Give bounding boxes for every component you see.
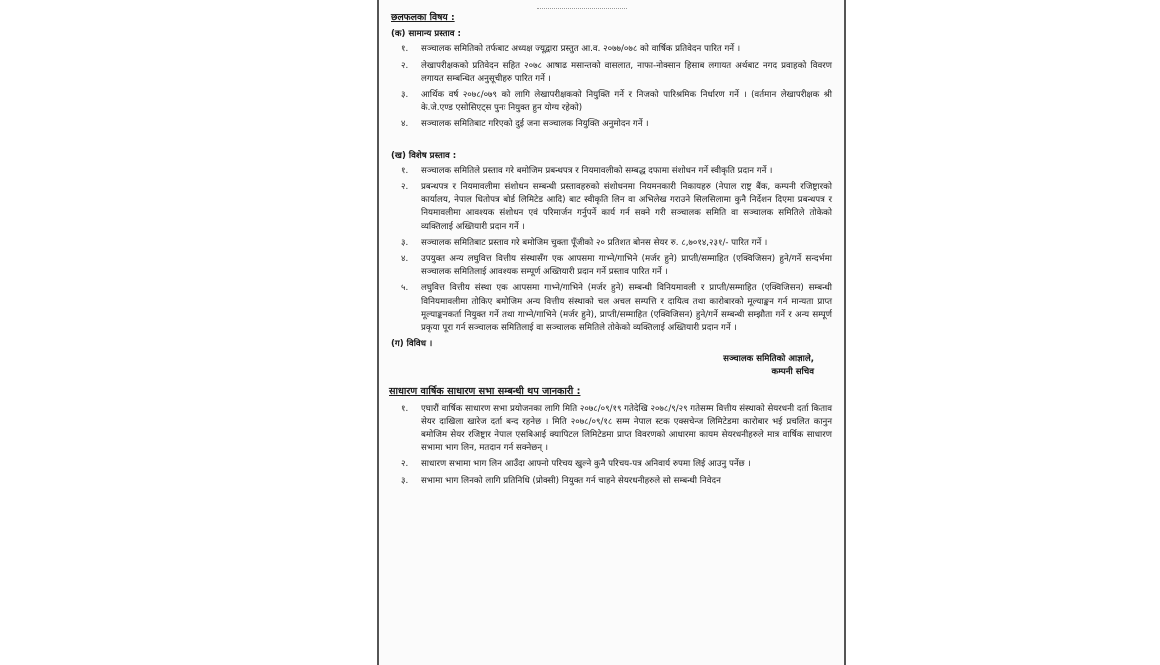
item-number: ५. xyxy=(401,283,409,294)
item-number: १. xyxy=(401,403,409,414)
scanned-page xyxy=(377,0,846,665)
item-text: सञ्चालक समितिबाट प्रस्ताव गरे बमोजिम चुक्ता पूँजीको २० प्रतिशत बोनस सेयर रु. ८,७०१४,२३१/- पारित गर्ने । xyxy=(421,237,768,248)
list-item xyxy=(401,282,832,335)
item-text: प्रबन्धपत्र र नियमावलीमा संशोधन सम्बन्धी प्रस्तावहरुको संशोधनमा नियमनकारी निकायहरु (नेपाल राष्ट्र बैंक, कम्पनी रजिष्ट्रारको कार्यालय, नेपाल धितोपत्र बोर्ड लिमिटेड आदि) बाट स्वीकृति लिन वा अभिलेख गराउने सिलसिलामा कुनै निर्देशन दिएमा प्रबन्धपत्र र नियमावलीमा आवश्यक संशोधन एवं परिमार्जन गर्नुपर्ने कार्य गर्न सक्ने गरी सञ्चालक समिति वा सञ्चालक समितिले तोकेको व्यक्तिलाई अख्तियारी प्रदान गर्ने । xyxy=(421,182,832,232)
additional-info-heading: साधारण वार्षिक साधारण सभा सम्बन्धी थप जानकारी : xyxy=(389,386,581,398)
item-text: लघुवित्त वित्तीय संस्था एक आपसमा गाभ्ने/गाभिने (मर्जर हुने) सम्बन्धी विनियमावली र प्राप्ती/सम्माहित (एक्विजिसन) सम्बन्धी विनियमावलीमा तोकिए बमोजिम अन्य वित्तीय संस्थाको चल अचल सम्पत्ति र दायित्व तथा कारोबारको मूल्याङ्कन गर्न मान्यता प्राप्त मूल्याङ्कनकर्ता नियुक्त गर्ने तथा गाभ्ने/गाभिने (मर्जर हुने), प्राप्ती/सम्माहित (एक्विजिसन) हुने/गर्ने सम्बन्धी सम्झौता गर्ने र अन्य सम्पूर्ण प्रकृया पूरा गर्न सञ्चालक समितिलाई वा सञ्चालक समितिले तोकेको व्यक्तिलाई अख्तियारी प्रदान गर्ने । xyxy=(421,283,832,334)
list-item xyxy=(401,403,832,456)
item-text: एघारौं वार्षिक साधारण सभा प्रयोजनका लागि मिति २०७८/०९/१९ गतेदेखि २०७८/९/२९ गतेसम्म वित्तीय संस्थाको सेयरधनी दर्ता किताव सेयर दाखिला खारेज दर्ता बन्द रहनेछ । मिति २०७८/०९/१८ सम्म नेपाल स्टक एक्सचेन्ज लिमिटेडमा कारोबार भई प्रचलित कानुन बमोजिम सेयर रजिष्ट्रार नेपाल एसबिआई क्यापिटल लिमिटेडमा प्राप्त विवरणको आधारमा कायम सेयरधनीहरुले मात्र वार्षिक साधारण सभामा भाग लिन, मतदान गर्न सक्नेछन् । xyxy=(421,403,832,454)
list-item xyxy=(401,253,832,279)
item-text: लेखापरीक्षकको प्रतिवेदन सहित २०७८ आषाढ मसान्तको वासलात, नाफा-नोक्सान हिसाब लगायत अर्थबाट नगद प्रवाहको विवरण लगायत सम्बन्धित अनुसूचीहरु पारित गर्ने । xyxy=(421,60,832,84)
item-text: आर्थिक वर्ष २०७८/०७९ को लागि लेखापरीक्षकको नियुक्ति गर्ने र निजको पारिश्रमिक निर्धारण गर्ने । (वर्तमान लेखापरीक्षक श्री के.जे.एण्ड एसोसिएट्स पुनः नियुक्त हुन योग्य रहेको) xyxy=(421,90,832,114)
list-item xyxy=(401,43,832,56)
discussion-topics-heading: छलफलका विषय : xyxy=(391,12,455,23)
ordinary-resolution-heading: (क) सामान्य प्रस्ताव : xyxy=(391,29,461,40)
spacer xyxy=(387,135,832,147)
item-number: ४. xyxy=(401,119,409,130)
special-resolution-list xyxy=(387,165,832,335)
additional-info-list xyxy=(387,403,832,488)
list-item xyxy=(401,89,832,115)
top-fragment xyxy=(537,2,627,9)
signature-line-title: कम्पनी सचिव xyxy=(771,367,814,378)
item-number: ४. xyxy=(401,254,409,265)
item-text: सञ्चालक समितिबाट गरिएको दुई जना सञ्चालक नियुक्ति अनुमोदन गर्ने । xyxy=(421,119,649,130)
list-item xyxy=(401,165,832,178)
list-item xyxy=(401,181,832,234)
miscellaneous-heading: (ग) विविध । xyxy=(391,339,433,350)
signature-line-order: सञ्चालक समितिको आज्ञाले, xyxy=(723,354,814,365)
signature-block xyxy=(387,353,832,379)
list-item xyxy=(401,60,832,86)
item-text: सभामा भाग लिनको लागि प्रतिनिधि (प्रोक्सी) नियुक्त गर्न चाहने सेयरधनीहरुले सो सम्बन्धी निवेदन xyxy=(421,475,721,486)
item-number: २. xyxy=(401,60,409,71)
ordinary-resolution-list xyxy=(387,43,832,131)
item-number: २. xyxy=(401,182,409,193)
item-text: सञ्चालक समितिले प्रस्ताव गरे बमोजिम प्रबन्धपत्र र नियमावलीको सम्बद्ध दफामा संशोधन गर्ने स्वीकृति प्रदान गर्ने । xyxy=(421,165,773,176)
item-number: १. xyxy=(401,165,409,176)
item-number: २. xyxy=(401,459,409,470)
item-number: ३. xyxy=(401,237,409,248)
list-item xyxy=(401,475,832,488)
item-number: ३. xyxy=(401,475,409,486)
list-item xyxy=(401,458,832,471)
list-item xyxy=(401,118,832,131)
list-item xyxy=(401,237,832,250)
item-number: १. xyxy=(401,44,409,55)
item-number: ३. xyxy=(401,90,409,101)
special-resolution-heading: (ख) विशेष प्रस्ताव : xyxy=(391,150,457,161)
item-text: सञ्चालक समितिको तर्फबाट अध्यक्ष ज्यूद्वारा प्रस्तुत आ.व. २०७७/०७८ को वार्षिक प्रतिवेदन पारित गर्ने । xyxy=(421,44,741,55)
item-text: साधारण सभामा भाग लिन आउँदा आफ्नो परिचय खुल्ने कुनै परिचय-पत्र अनिवार्य रुपमा लिई आउनु पर्नेछ । xyxy=(421,459,751,470)
item-text: उपयुक्त अन्य लघुवित्त वित्तीय संस्थासँग एक आपसमा गाभ्ने/गाभिने (मर्जर हुने) प्राप्ती/सम्माहित (एक्विजिसन) हुने/गर्ने सन्दर्भमा सञ्चालक समितिलाई आवश्यक सम्पूर्ण अख्तियारी प्रदान गर्ने प्रस्ताव पारित गर्ने । xyxy=(421,254,832,278)
